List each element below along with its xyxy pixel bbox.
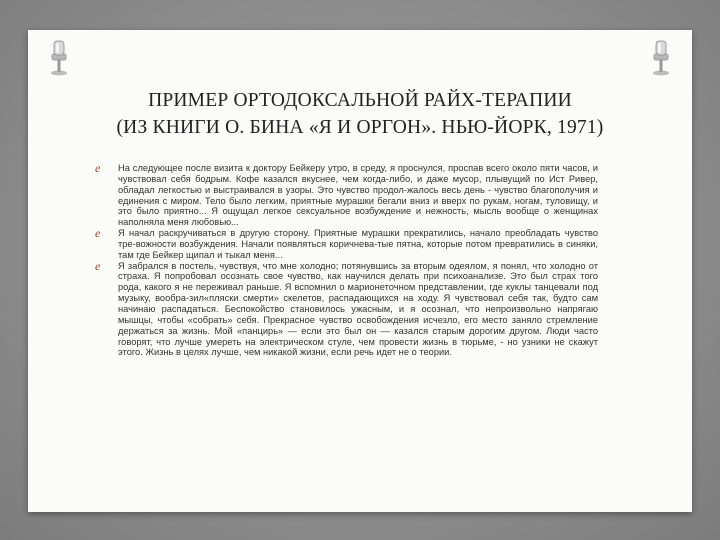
bullet-text: Я забрался в постель, чувствуя, что мне холодно; потянувшись за вторым одеялом, я понял, что холодно от страха. Я попробовал осознать свое чувство, как научился делать при психоанализе. Это был страх того рода, какого я не переживал раньше. Я вспомнил о марионеточном представлении, где куклы танцевали под музыку, вообра-зил«пляски смерти» скелетов, распадающихся на ходу. Я чувствовал себя так, будто сам начинаю распадаться. Беспокойство становилось ужасным, и я осознал, что непроизвольно напрягаю мышцы, чтобы «собрать» себя. Прекрасное чувство освобождения исчезло, его место заняло стремление держаться за жизнь. Мой «панцирь» — если это был он — казался старым дорогим другом. Люди часто говорят, что лучше умереть на электрическом стуле, чем провести жизнь в тюрьме, - но узники не скажут этого. Жизнь в целях лучше, чем никакой жизни, если речь идет не о теории. <box>118 260 598 358</box>
slide <box>28 30 692 512</box>
bullet-icon: e <box>95 161 101 175</box>
bullet-text: Я начал раскручиваться в другую сторону. Приятные мурашки прекратились, начало преобладать чувство тре-вожности возбуждения. Начали появляться коричнева-тые пятна, которые потом превратились в синяки, там где Бейкер щипал и тыкал меня... <box>118 228 598 260</box>
pushpin-icon <box>648 38 674 76</box>
bullet-item <box>95 161 598 228</box>
bullet-list <box>95 161 598 358</box>
bullet-icon: e <box>95 258 101 273</box>
bullet-item <box>95 226 598 261</box>
slide-title-line-2: (ИЗ КНИГИ О. БИНА «Я И ОРГОН». НЬЮ-ЙОРК, 1971) <box>116 117 604 138</box>
bullet-icon: e <box>95 226 101 241</box>
pushpin-icon <box>46 38 72 76</box>
bullet-text: На следующее после визита к доктору Бейкеру утро, в среду, я проснулся, проспав всего около пяти часов, и чувствовал себя бодрым. Кофе казался вкуснее, чем когда-либо, и даже мусор, плывущий по Ист Ривер, обладал легкостью и выстраивался в узоры. Это чувство продол-жалось весь день - чувство благополучия и единения с миром. Тело было легким, приятные мурашки бегали вниз и вверх по рукам, ногам, туловищу, и это было приятно... Я ощущал легкое сексуальное возбуждение и нежность, мысль вообще о женщинах наполняла меня любовью... <box>118 163 598 228</box>
bullet-item <box>95 258 598 359</box>
slide-title-line-1: ПРИМЕР ОРТОДОКСАЛЬНОЙ РАЙХ-ТЕРАПИИ <box>148 90 572 111</box>
